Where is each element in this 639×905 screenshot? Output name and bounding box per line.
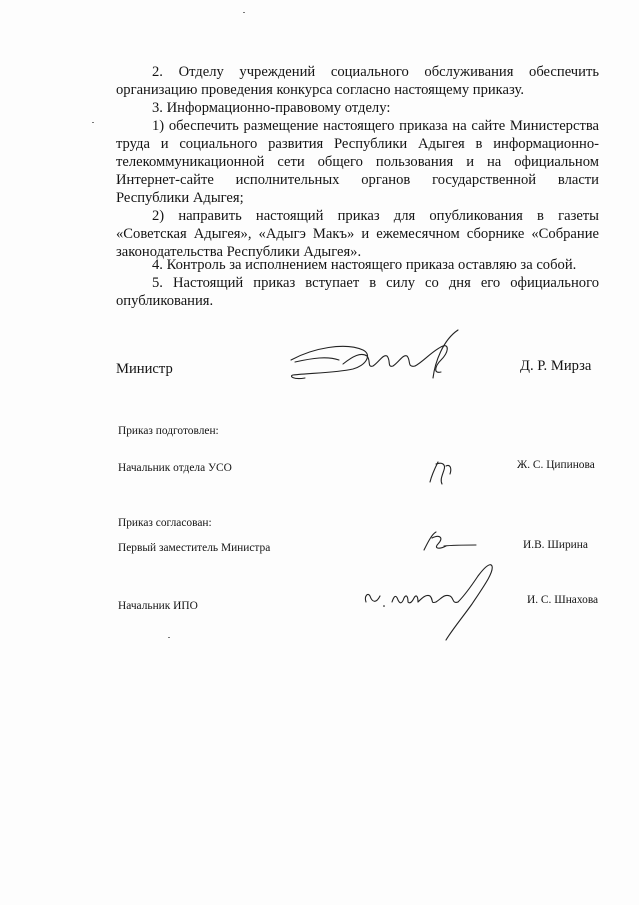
agreed-position-1: Первый заместитель Министра [118,542,271,554]
shnakhova-signature [360,556,500,646]
agreed-name-2: И. С. Шнахова [527,594,599,606]
paragraph-4: 4. Контроль за исполнением настоящего приказа оставляю за собой. [152,257,577,273]
minister-name: Д. Р. Мирза [520,358,592,374]
prepared-heading: Приказ подготовлен: [118,425,219,437]
scan-speck [168,637,170,638]
agreed-heading: Приказ согласован: [118,517,212,529]
paragraph-3: 3. Информационно-правовому отделу: [152,100,391,116]
minister-title: Министр [116,361,173,377]
tsipinova-initials [424,456,460,488]
paragraph-3-item-2: 2) направить настоящий приказ для опубликования в газеты «Советская Адыгея», «Адыгэ Макъ» и ежемесячном сборнике «Собрание законодательства Республики Адыгея». [116,208,599,260]
shirina-signature [418,528,478,556]
paragraph-5: 5. Настоящий приказ вступает в силу со дня его официального опубликования. [116,275,599,309]
minister-signature [283,322,453,392]
agreed-position-2: Начальник ИПО [118,600,198,612]
prepared-name: Ж. С. Ципинова [517,459,595,471]
paragraph-2: 2. Отделу учреждений социального обслуживания обеспечить организацию проведения конкурса согласно настоящему приказу. [116,64,599,98]
scan-speck [92,122,94,123]
prepared-position: Начальник отдела УСО [118,462,232,474]
paragraph-3-item-1: 1) обеспечить размещение настоящего приказа на сайте Министерства труда и социального развития Республики Адыгея в информационно-телекоммуникационной сети общего пользования и на официальном Интернет-сайте исполнительных органов государственной власти Республики Адыгея; [116,118,599,206]
agreed-name-1: И.В. Ширина [523,539,588,551]
scan-speck [243,12,245,13]
